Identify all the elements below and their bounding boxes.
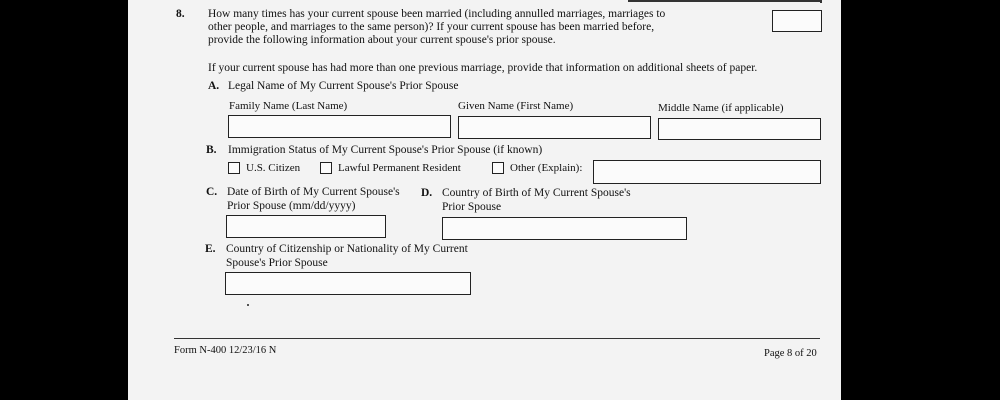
prior-field-edge	[628, 0, 822, 2]
other-explain-input[interactable]	[593, 160, 821, 184]
question-text-line3: provide the following information about your current spouse's prior spouse.	[208, 34, 556, 46]
section-e-line2: Spouse's Prior Spouse	[226, 257, 328, 269]
footer-rule	[174, 338, 820, 339]
section-c-letter: C.	[206, 186, 218, 198]
stray-mark	[247, 304, 249, 306]
middle-name-input[interactable]	[658, 118, 821, 140]
question-text-line1: How many times has your current spouse been married (including annulled marriages, marriages to	[208, 8, 666, 20]
country-of-birth-input[interactable]	[442, 217, 687, 240]
other-status-label: Other (Explain):	[510, 162, 583, 174]
form-page	[128, 0, 841, 400]
us-citizen-label: U.S. Citizen	[246, 162, 301, 174]
question-text-line2: other people, and marriages to the same person)? If your current spouse has been married before,	[208, 21, 655, 33]
lawful-permanent-resident-checkbox[interactable]	[320, 162, 332, 174]
section-e-letter: E.	[205, 243, 216, 255]
family-name-input[interactable]	[228, 115, 451, 138]
us-citizen-checkbox[interactable]	[228, 162, 240, 174]
section-b-letter: B.	[206, 144, 217, 156]
section-d-letter: D.	[421, 187, 433, 199]
section-c-line2: Prior Spouse (mm/dd/yyyy)	[227, 200, 356, 212]
middle-name-label: Middle Name (if applicable)	[658, 102, 784, 114]
given-name-label: Given Name (First Name)	[458, 100, 574, 112]
other-status-checkbox[interactable]	[492, 162, 504, 174]
given-name-input[interactable]	[458, 116, 651, 139]
section-b-title: Immigration Status of My Current Spouse's Prior Spouse (if known)	[228, 144, 543, 156]
additional-sheets-note: If your current spouse has had more than one previous marriage, provide that information on additional sheets of paper.	[208, 62, 758, 74]
family-name-label: Family Name (Last Name)	[229, 100, 348, 112]
date-of-birth-input[interactable]	[226, 215, 386, 238]
question-number: 8.	[176, 8, 185, 20]
section-a-title: Legal Name of My Current Spouse's Prior Spouse	[228, 80, 459, 92]
section-a-letter: A.	[208, 80, 220, 92]
page-number: Page 8 of 20	[764, 348, 817, 359]
section-d-line2: Prior Spouse	[442, 201, 502, 213]
section-c-line1: Date of Birth of My Current Spouse's	[227, 186, 400, 198]
form-identifier: Form N-400 12/23/16 N	[174, 345, 277, 356]
lawful-permanent-resident-label: Lawful Permanent Resident	[338, 162, 461, 174]
citizenship-country-input[interactable]	[225, 272, 471, 295]
prior-field-edge-right	[820, 0, 822, 3]
section-e-line1: Country of Citizenship or Nationality of My Current	[226, 243, 468, 255]
section-d-line1: Country of Birth of My Current Spouse's	[442, 187, 631, 199]
times-married-input[interactable]	[772, 10, 822, 32]
